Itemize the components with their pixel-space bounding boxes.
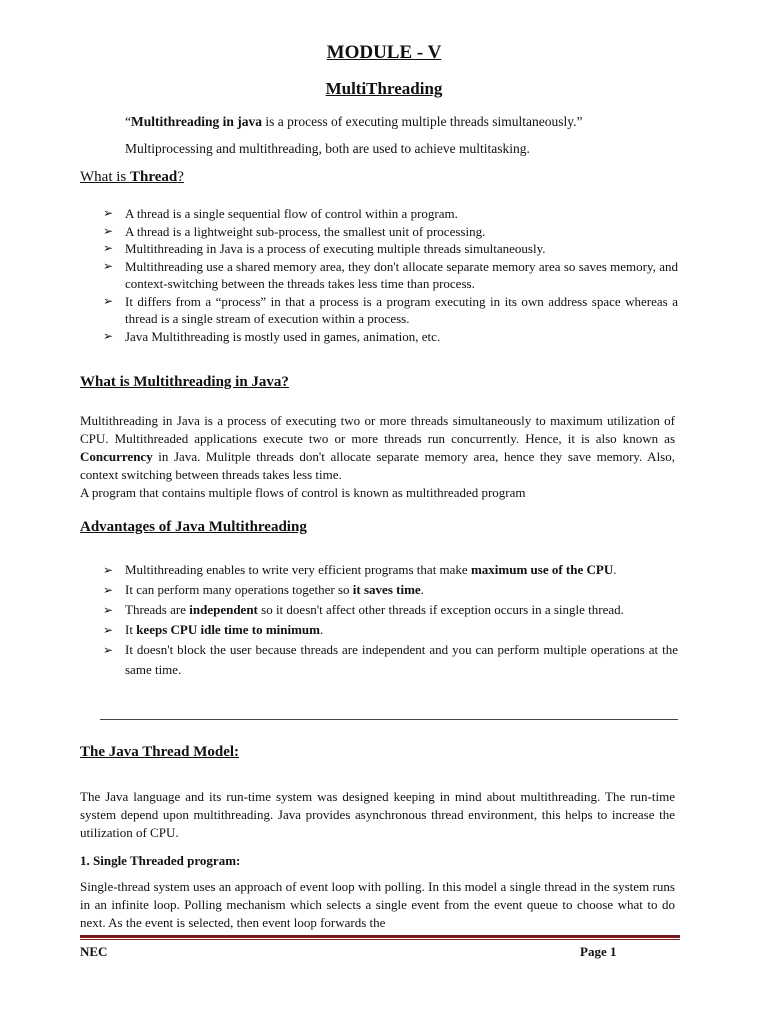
arrow-bullet-icon: ➢ bbox=[103, 293, 114, 308]
arrow-bullet-icon: ➢ bbox=[103, 258, 114, 273]
list-item: ➢ A thread is a lightweight sub-process, the smallest unit of processing. bbox=[103, 223, 486, 239]
list-item: ➢ It differs from a “process” in that a process is a program executing in its own address space whereas a thread is a single stream of execution within a process. bbox=[103, 293, 678, 326]
thread-bullet-list bbox=[103, 205, 678, 345]
intro-line: Multiprocessing and multithreading, both are used to achieve multitasking. bbox=[125, 141, 530, 156]
list-item: ➢ It keeps CPU idle time to minimum. bbox=[103, 620, 678, 640]
arrow-bullet-icon: ➢ bbox=[103, 206, 114, 220]
footer-rule-thin bbox=[80, 939, 680, 940]
heading-advantages: Advantages of Java Multithreading bbox=[80, 519, 307, 535]
list-item: ➢ Multithreading use a shared memory area, they don't allocate separate memory area so saves memory, and context-switching between the threads takes less time than process. bbox=[103, 258, 678, 291]
footer-org: NEC bbox=[80, 944, 108, 959]
list-item: ➢ It can perform many operations together so it saves time. bbox=[103, 580, 678, 600]
arrow-bullet-icon: ➢ bbox=[103, 241, 114, 255]
arrow-bullet-icon: ➢ bbox=[103, 328, 114, 343]
thread-model-paragraph: The Java language and its run-time system was designed keeping in mind about multithreading. The run-time system depend upon multithreading. Java provides asynchronous thread environment, this helps to increase the utilization of CPU. bbox=[80, 789, 675, 840]
single-threaded-paragraph: Single-thread system uses an approach of event loop with polling. In this model a single thread in the system runs in an infinite loop. Polling mechanism which selects a single event from the event queue to choose what to do next. As the event is selected, then event loop forwards the bbox=[80, 879, 675, 930]
list-item: ➢ Threads are independent so it doesn't affect other threads if exception occurs in a single thread. bbox=[103, 600, 678, 620]
arrow-bullet-icon: ➢ bbox=[103, 643, 114, 657]
section-divider bbox=[100, 719, 678, 720]
heading-java-thread-model: The Java Thread Model: bbox=[80, 744, 240, 760]
numbered-heading-single-threaded: 1. Single Threaded program: bbox=[80, 853, 241, 868]
page-subtitle: MultiThreading bbox=[325, 79, 443, 98]
list-item: ➢ A thread is a single sequential flow of control within a program. bbox=[103, 206, 458, 221]
module-title: MODULE - V bbox=[326, 42, 442, 63]
list-item: ➢ Java Multithreading is mostly used in games, animation, etc. bbox=[103, 328, 441, 344]
advantages-bullet-list bbox=[103, 560, 678, 680]
arrow-bullet-icon: ➢ bbox=[103, 563, 114, 577]
list-item: ➢ Multithreading in Java is a process of executing multiple threads simultaneously. bbox=[103, 241, 546, 256]
multithreading-paragraph: Multithreading in Java is a process of executing two or more threads simultaneously to maximum utilization of CPU. Multithreaded applications execute two or more threads run concurrently. Hence, it is also known as Concurrency in Java. Mulitple threads don't allocate separate memory area, hence they save memory. Also, context switching between threads takes less time. A program that contains multiple flows of control is known as multithreaded program bbox=[80, 413, 675, 500]
arrow-bullet-icon: ➢ bbox=[103, 623, 114, 637]
arrow-bullet-icon: ➢ bbox=[103, 583, 114, 597]
arrow-bullet-icon: ➢ bbox=[103, 603, 114, 617]
list-item: ➢ Multithreading enables to write very efficient programs that make maximum use of the CPU. bbox=[103, 560, 678, 580]
arrow-bullet-icon: ➢ bbox=[103, 223, 114, 238]
heading-what-is-thread: What is Thread? bbox=[80, 169, 184, 185]
intro-quote: “Multithreading in java is a process of executing multiple threads simultaneously.” bbox=[125, 114, 583, 129]
heading-what-is-multithreading: What is Multithreading in Java? bbox=[80, 374, 289, 390]
list-item: ➢ It doesn't block the user because threads are independent and you can perform multiple operations at the same time. bbox=[103, 642, 678, 677]
footer-rule bbox=[80, 935, 680, 938]
page-number: Page 1 bbox=[580, 944, 617, 959]
